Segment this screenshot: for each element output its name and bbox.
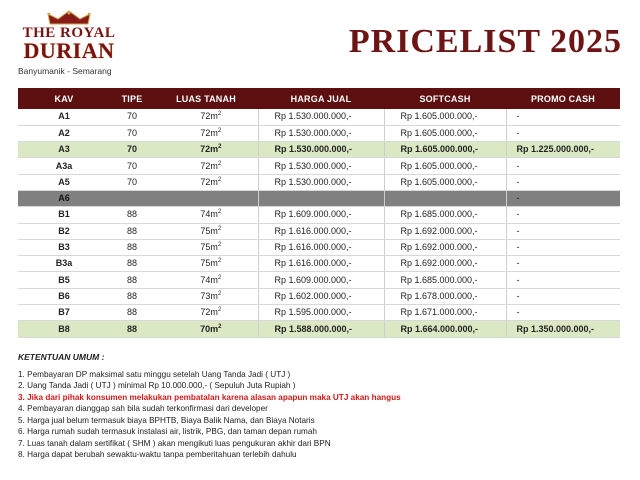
cell-softcash: Rp 1.685.000.000,- <box>384 272 506 288</box>
cell-luas-tanah <box>154 190 258 206</box>
cell-tipe: 70 <box>110 142 154 158</box>
cell-luas-tanah: $74m^2$ <box>154 207 258 223</box>
cell-luas-tanah: $75m^2$ <box>154 256 258 272</box>
cell-luas-tanah: $72m^2$ <box>154 109 258 125</box>
cell-promo-cash: - <box>506 207 620 223</box>
cell-kav: B3 <box>18 239 110 255</box>
cell-harga-jual: Rp 1.616.000.000,- <box>258 256 384 272</box>
brand-logo <box>14 10 134 80</box>
cell-softcash: Rp 1.605.000.000,- <box>384 158 506 174</box>
unit-superscript: 2 <box>217 225 222 232</box>
table-row <box>18 321 620 337</box>
cell-luas-tanah: $73m^2$ <box>154 288 258 304</box>
cell-tipe: 88 <box>110 256 154 272</box>
unit-superscript: 2 <box>217 274 222 281</box>
cell-harga-jual: Rp 1.609.000.000,- <box>258 272 384 288</box>
cell-softcash: Rp 1.692.000.000,- <box>384 239 506 255</box>
header-luas-tanah: LUAS TANAH <box>154 88 258 109</box>
cell-promo-cash: - <box>506 305 620 321</box>
table-row <box>18 256 620 272</box>
cell-tipe: 88 <box>110 305 154 321</box>
cell-softcash: Rp 1.664.000.000,- <box>384 321 506 337</box>
table-row <box>18 305 620 321</box>
cell-kav: A3 <box>18 142 110 158</box>
header-kav: KAV <box>18 88 110 109</box>
cell-luas-tanah: $75m^2$ <box>154 223 258 239</box>
cell-tipe: 88 <box>110 223 154 239</box>
cell-softcash: Rp 1.678.000.000,- <box>384 288 506 304</box>
header-tipe: TIPE <box>110 88 154 109</box>
cell-softcash: Rp 1.605.000.000,- <box>384 109 506 125</box>
cell-tipe: 88 <box>110 272 154 288</box>
cell-kav: B3a <box>18 256 110 272</box>
unit-superscript: 2 <box>218 144 222 151</box>
terms-item: 7. Luas tanah dalam sertifikat ( SHM ) akan mengikuti luas pengukuran akhir dari BPN <box>18 438 331 448</box>
cell-kav: B2 <box>18 223 110 239</box>
cell-softcash: Rp 1.671.000.000,- <box>384 305 506 321</box>
cell-kav: A6 <box>18 190 110 206</box>
header-softcash: SOFTCASH <box>384 88 506 109</box>
cell-softcash: Rp 1.692.000.000,- <box>384 223 506 239</box>
cell-luas-tanah: $75m^2$ <box>154 239 258 255</box>
cell-luas-tanah: $70m^2$ <box>154 321 258 337</box>
terms-item: 1. Pembayaran DP maksimal satu minggu setelah Uang Tanda Jadi ( UTJ ) <box>18 369 291 379</box>
cell-promo-cash: - <box>506 190 620 206</box>
terms-item: 4. Pembayaran dianggap sah bila sudah terkonfirmasi dari developer <box>18 404 268 413</box>
cell-promo-cash: - <box>506 174 620 190</box>
header-harga-jual: HARGA JUAL <box>258 88 384 109</box>
cell-tipe: 88 <box>110 321 154 337</box>
cell-tipe: 70 <box>110 158 154 174</box>
terms-list <box>18 369 618 461</box>
table-row <box>18 190 620 206</box>
cell-harga-jual <box>258 190 384 206</box>
cell-luas-tanah: $74m^2$ <box>154 272 258 288</box>
brand-location: Banyumanik - Semarang <box>18 66 112 76</box>
unit-superscript: 2 <box>217 290 222 297</box>
cell-tipe: 88 <box>110 288 154 304</box>
cell-harga-jual: Rp 1.609.000.000,- <box>258 207 384 223</box>
cell-promo-cash: - <box>506 223 620 239</box>
cell-promo-cash: Rp 1.350.000.000,- <box>506 321 620 337</box>
cell-tipe: 88 <box>110 207 154 223</box>
terms-item: 5. Harga jual belum termasuk biaya BPHTB, Biaya Balik Nama, dan Biaya Notaris <box>18 415 315 425</box>
terms-item: 3. Jika dari pihak konsumen melakukan pembatalan karena alasan apapun maka UTJ akan hangus <box>18 392 401 402</box>
cell-luas-tanah: $72m^2$ <box>154 174 258 190</box>
cell-promo-cash: - <box>506 256 620 272</box>
table-row <box>18 158 620 174</box>
table-row <box>18 109 620 125</box>
unit-superscript: 2 <box>217 307 222 314</box>
cell-softcash <box>384 190 506 206</box>
cell-kav: B1 <box>18 207 110 223</box>
cell-promo-cash: - <box>506 109 620 125</box>
cell-promo-cash: Rp 1.225.000.000,- <box>506 142 620 158</box>
cell-kav: A3a <box>18 158 110 174</box>
cell-promo-cash: - <box>506 125 620 141</box>
cell-kav: B5 <box>18 272 110 288</box>
table-row <box>18 272 620 288</box>
table-row <box>18 239 620 255</box>
cell-harga-jual: Rp 1.530.000.000,- <box>258 158 384 174</box>
cell-softcash: Rp 1.605.000.000,- <box>384 174 506 190</box>
table-row <box>18 174 620 190</box>
unit-superscript: 2 <box>217 209 222 216</box>
cell-kav: B6 <box>18 288 110 304</box>
unit-superscript: 2 <box>217 258 222 265</box>
cell-harga-jual: Rp 1.602.000.000,- <box>258 288 384 304</box>
unit-superscript: 2 <box>217 160 222 167</box>
cell-kav: B8 <box>18 321 110 337</box>
cell-kav: A1 <box>18 109 110 125</box>
cell-softcash: Rp 1.605.000.000,- <box>384 125 506 141</box>
cell-luas-tanah: $72m^2$ <box>154 125 258 141</box>
header-promo-cash: PROMO CASH <box>506 88 620 109</box>
cell-harga-jual: Rp 1.616.000.000,- <box>258 223 384 239</box>
table-header-row <box>18 88 620 109</box>
unit-superscript: 2 <box>217 111 222 118</box>
brand-name-line1: THE ROYAL <box>22 25 116 41</box>
cell-harga-jual: Rp 1.595.000.000,- <box>258 305 384 321</box>
cell-harga-jual: Rp 1.530.000.000,- <box>258 125 384 141</box>
cell-kav: A2 <box>18 125 110 141</box>
cell-promo-cash: - <box>506 158 620 174</box>
cell-harga-jual: Rp 1.530.000.000,- <box>258 142 384 158</box>
table-row <box>18 223 620 239</box>
cell-softcash: Rp 1.692.000.000,- <box>384 256 506 272</box>
unit-superscript: 2 <box>217 176 222 183</box>
cell-luas-tanah: $72m^2$ <box>154 142 258 158</box>
cell-luas-tanah: $72m^2$ <box>154 305 258 321</box>
table-row <box>18 125 620 141</box>
crown-icon <box>46 10 92 26</box>
terms-item: 6. Harga rumah sudah termasuk instalasi air, listrik, PBG, dan taman depan rumah <box>18 427 317 436</box>
cell-harga-jual: Rp 1.616.000.000,- <box>258 239 384 255</box>
cell-harga-jual: Rp 1.530.000.000,- <box>258 174 384 190</box>
page-title: PRICELIST 2025 <box>348 23 622 60</box>
table-row <box>18 207 620 223</box>
terms-item: 8. Harga dapat berubah sewaktu-waktu tanpa pemberitahuan terlebih dahulu <box>18 450 297 459</box>
cell-kav: B7 <box>18 305 110 321</box>
terms-title: KETENTUAN UMUM : <box>18 352 105 362</box>
table-body <box>18 109 620 337</box>
cell-kav: A5 <box>18 174 110 190</box>
cell-tipe: 88 <box>110 239 154 255</box>
table-row <box>18 288 620 304</box>
cell-promo-cash: - <box>506 272 620 288</box>
price-table <box>18 88 620 338</box>
cell-tipe: 70 <box>110 125 154 141</box>
cell-tipe: 70 <box>110 174 154 190</box>
cell-softcash: Rp 1.605.000.000,- <box>384 142 506 158</box>
cell-promo-cash: - <box>506 288 620 304</box>
cell-tipe: 70 <box>110 109 154 125</box>
unit-superscript: 2 <box>217 242 222 249</box>
cell-harga-jual: Rp 1.588.000.000,- <box>258 321 384 337</box>
cell-promo-cash: - <box>506 239 620 255</box>
unit-superscript: 2 <box>218 323 222 330</box>
brand-name-line2: DURIAN <box>23 38 115 63</box>
table-row <box>18 142 620 158</box>
terms-item: 2. Uang Tanda Jadi ( UTJ ) minimal Rp 10.000.000,- ( Sepuluh Juta Rupiah ) <box>18 381 296 390</box>
cell-softcash: Rp 1.685.000.000,- <box>384 207 506 223</box>
terms-section <box>18 352 618 461</box>
cell-harga-jual: Rp 1.530.000.000,- <box>258 109 384 125</box>
unit-superscript: 2 <box>217 127 222 134</box>
cell-luas-tanah: $72m^2$ <box>154 158 258 174</box>
cell-tipe <box>110 190 154 206</box>
